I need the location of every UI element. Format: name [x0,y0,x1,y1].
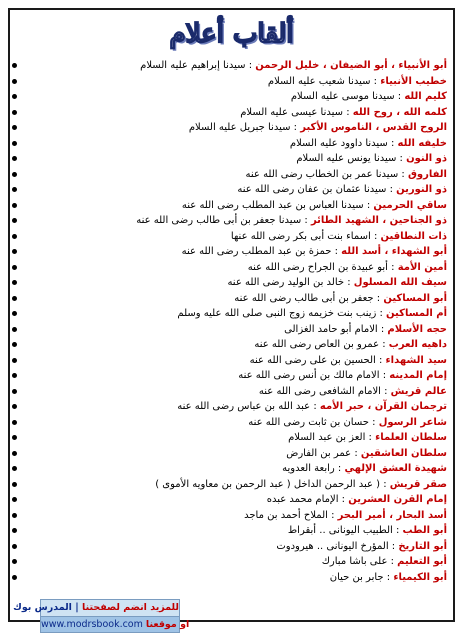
item-title: خليفه الله [397,137,447,149]
item-title: ترجمان القرآن ، حبر الأمه [319,401,447,412]
list-item [24,570,447,586]
footer-bottom-line [40,617,190,633]
bullet-icon [12,280,17,285]
footer-site-name: المدرس بوك [13,602,72,613]
item-title: سلطان العاشقين [360,447,447,459]
bullet-icon [12,544,17,549]
item-title: سيف الله المسلول [353,277,447,288]
bullet-icon [12,234,17,239]
item-person: : عبد الله بن عباس رضى الله عنه [177,401,320,412]
bullet-icon [12,420,17,425]
list-item [24,415,447,431]
item-person: : الامام أبو حامد الغزالى [284,323,388,335]
bullet-icon [12,342,17,347]
list-item [24,554,447,570]
list-item [24,306,447,322]
list-item [24,539,447,555]
item-person: : سيدنا شعيب عليه السلام [267,75,381,87]
item-person: : سيدنا يونس عليه السلام [296,153,407,164]
item-title: كليم الله [404,91,447,102]
item-person: : حسان بن ثابت رضى الله عنه [248,416,379,428]
list-item [24,120,447,136]
list-item [24,213,447,229]
item-person: : سيدنا إبراهيم عليه السلام [140,60,256,71]
titles-list [24,58,447,585]
bullet-icon [12,482,17,487]
item-person: : حمزة بن عبد المطلب رضى الله عنه [181,246,342,257]
item-person: : سيدنا عيسى عليه السلام [240,106,353,118]
list-item [24,368,447,384]
bullet-icon [12,451,17,456]
item-person: : سيدنا داوود عليه السلام [289,137,398,149]
bullet-icon [12,466,17,471]
footer-separator: | [71,602,83,613]
footer-url[interactable]: www.modrsbook.com [41,619,143,630]
item-person: : على باشا مبارك [321,556,398,567]
item-title: حجه الأسلام [387,323,447,335]
bullet-icon [12,79,17,84]
list-item [24,508,447,524]
item-person: : سيدنا جبريل عليه السلام [188,122,301,133]
item-person: : الامام الشافعى رضى الله عنه [258,385,391,397]
list-item [24,275,447,291]
list-item [24,477,447,493]
item-title: إمام المدينه [389,370,447,381]
list-item [24,136,447,152]
item-person: : أبو عبيدة بن الجراح رضى الله عنه [247,261,398,273]
item-title: الفاروق [407,168,447,180]
item-title: سلطان العلماء [375,432,447,443]
list-item [24,430,447,446]
item-person: : خالد بن الوليد رضى الله عنه [227,277,354,288]
list-item [24,58,447,74]
item-title: أبو الأنبياء ، أبو الضيفان ، خليل الرحمن [255,60,447,71]
list-item [24,105,447,121]
list-item [24,151,447,167]
item-title: أبو التعليم [397,556,447,567]
item-title: أبو الشهداء ، أسد الله [341,246,447,257]
item-person: : جابر بن حيان [329,571,394,583]
item-title: ذات النطاقين [380,230,447,242]
bullet-icon [12,94,17,99]
bullet-icon [12,358,17,363]
bullet-icon [12,110,17,115]
list-item [24,492,447,508]
item-person: : جعفر بن أبى طالب رضى الله عنه [234,292,384,304]
item-person: : سيدنا العباس بن عبد المطلب رضى الله عنه [181,199,374,211]
item-person: : العز بن عبد السلام [288,432,376,443]
item-title: كلمه الله ، روح الله [352,106,447,118]
item-person: : سيدنا عثمان بن عفان رضى الله عنه [237,184,397,195]
bullet-icon [12,265,17,270]
bullet-icon [12,141,17,146]
bullet-icon [12,296,17,301]
bullet-icon [12,559,17,564]
list-item [24,446,447,462]
item-title: ذو النون [406,153,447,164]
item-title: ذو الجناحين ، الشهيد الطائر [310,215,447,226]
list-item [24,89,447,105]
item-title: شاعر الرسول [378,416,447,428]
item-title: أبو الطب [402,525,447,536]
item-person: : المؤرخ اليونانى .. هيرودوت [276,540,399,552]
item-person: : سيدنا عمر بن الخطاب رضى الله عنه [245,168,408,180]
item-title: ذو النورين [396,184,447,195]
list-item [24,229,447,245]
bullet-icon [12,203,17,208]
item-person: : الملاح أحمد بن ماجد [244,509,338,521]
item-title: أبو التاريخ [398,540,447,552]
item-title: صقر قريش [389,478,447,490]
item-title: أبو الكيمياء [393,571,447,583]
item-title: الروح القدس ، الناموس الأكبر [300,122,447,133]
item-title: خطيب الأنبياء [380,75,447,87]
item-person: : الحسين بن على رضى الله عنه [249,354,386,366]
list-item [24,74,447,90]
page-title: ألقاب أعلام [169,19,294,49]
bullet-icon [12,311,17,316]
item-title: أبو المساكين [383,292,447,304]
list-item [24,353,447,369]
item-person: : رابعة العدويه [282,463,345,474]
item-person: : زينب بنت خزيمه زوج النبى صلى الله عليه وسلم [177,308,387,319]
bullet-icon [12,63,17,68]
list-item [24,523,447,539]
bullet-icon [12,172,17,177]
list-item [24,167,447,183]
bullet-icon [12,404,17,409]
bullet-icon [12,575,17,580]
item-title: أم المساكين [386,308,447,319]
item-person: : اسماء بنت أبى بكر رضى الله عنها [230,230,381,242]
footer-banner[interactable] [13,599,190,633]
list-item [24,182,447,198]
footer-join-text: للمزيد انضم لصفحتنا [82,602,179,613]
list-item [24,291,447,307]
item-title: داهيه العرب [388,339,447,350]
item-title: عالم قريش [390,385,447,397]
list-item [24,461,447,477]
list-item [24,244,447,260]
item-title: شهيدة العشق الإلهي [344,463,447,474]
item-person: : ( عبد الرحمن الداخل ( عبد الرحمن بن معاويه الأموى ) [155,478,390,490]
item-person: : الامام مالك بن أنس رضى الله عنه [238,370,390,381]
bullet-icon [12,327,17,332]
bullet-icon [12,497,17,502]
item-title: إمام القرن العشرين [348,494,447,505]
item-title: سيد الشهداء [385,354,447,366]
item-title: ساقي الحرمين [373,199,447,211]
list-item [24,384,447,400]
bullet-icon [12,218,17,223]
item-person: : سيدنا جعفر بن أبى طالب رضى الله عنه [136,215,311,226]
bullet-icon [12,125,17,130]
list-item [24,399,447,415]
list-item [24,337,447,353]
item-person: : عمرو بن العاص رضى الله عنه [254,339,389,350]
list-item [24,198,447,214]
bullet-icon [12,249,17,254]
list-item [24,260,447,276]
item-title: أسد البحار ، أمير البحر [337,509,447,521]
bullet-icon [12,389,17,394]
bullet-icon [12,435,17,440]
list-item [24,322,447,338]
item-person: : الطبيب اليونانى .. أبقراط [287,525,403,536]
bullet-icon [12,528,17,533]
item-title: أمين الأمة [397,261,447,273]
item-person: : عمر بن الفارض [286,447,361,459]
bullet-icon [12,187,17,192]
item-person: : سيدنا موسى عليه السلام [290,91,405,102]
item-person: : الإمام محمد عبده [266,494,349,505]
footer-our-site: او موقعنا [145,619,190,630]
bullet-icon [12,513,17,518]
title-wrap [0,14,463,54]
bullet-icon [12,156,17,161]
footer-top-line [13,599,180,617]
bullet-icon [12,373,17,378]
